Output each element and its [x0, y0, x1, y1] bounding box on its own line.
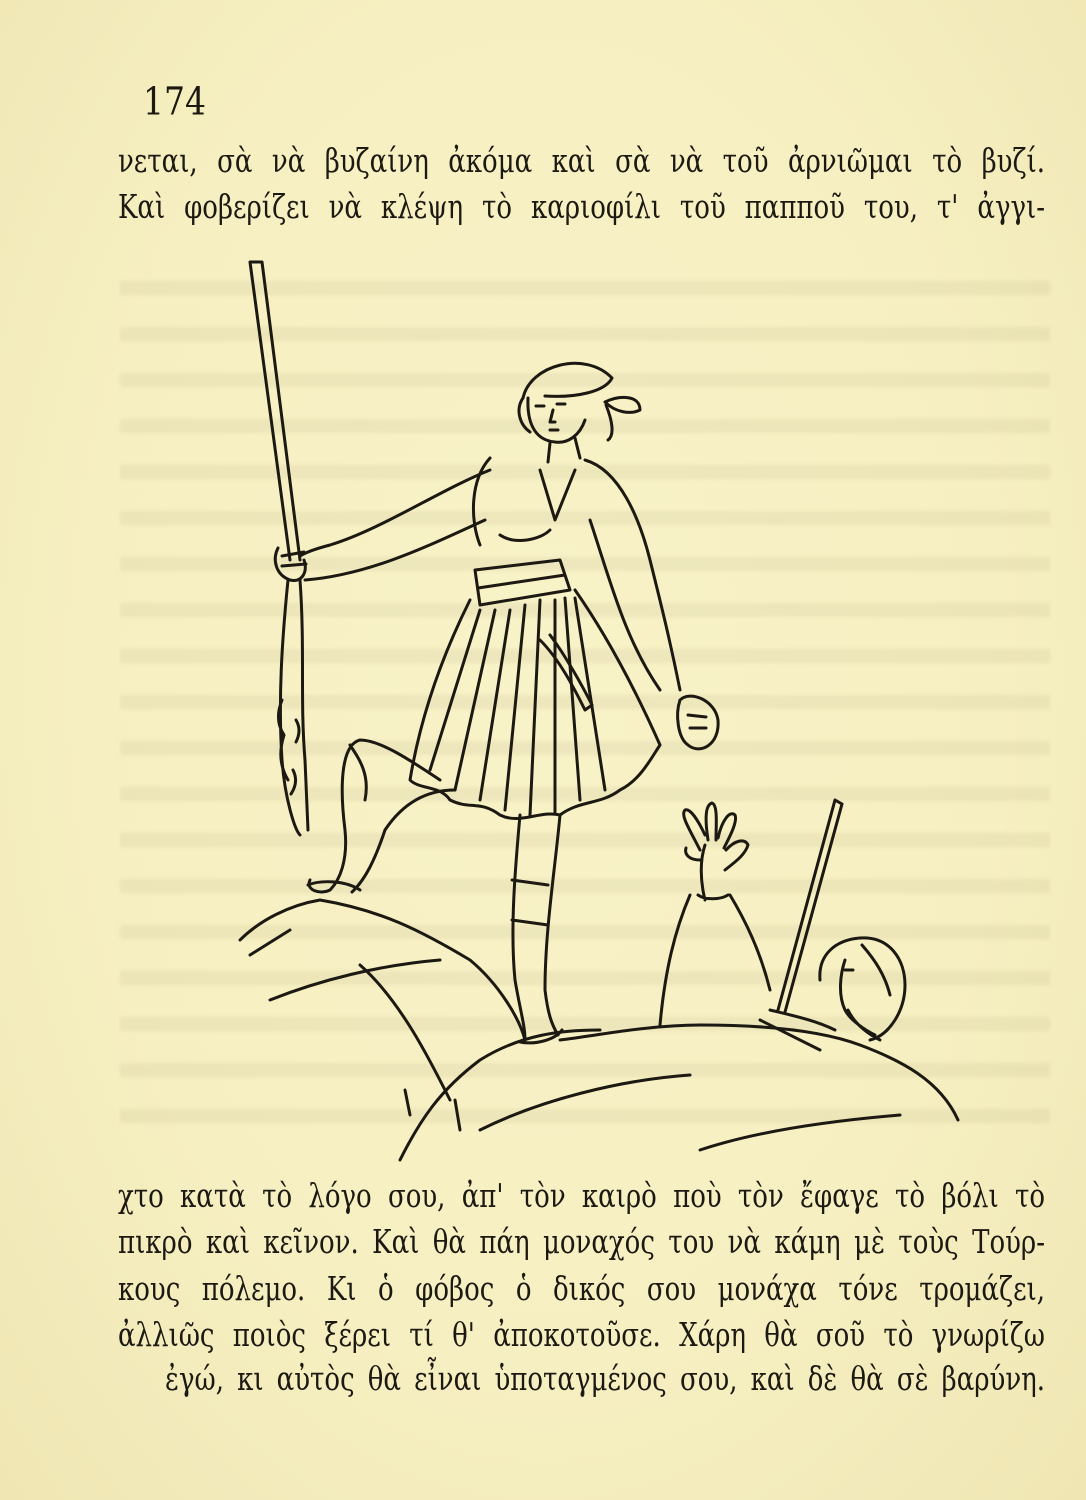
boy-face [519, 398, 585, 442]
text-line: Καὶ φοβερίζει νὰ κλέψη τὸ καριοφίλι τοῦ παπποῦ του, τ' ἀγγι- [118, 189, 1045, 227]
boy-left-sleeve [300, 470, 490, 580]
turk-raised-hand [684, 803, 748, 900]
turk-head [820, 938, 905, 1040]
boy [300, 363, 718, 1043]
boy-sash [475, 560, 570, 605]
text-line: ἀλλιῶς ποιὸς ξέρει τί θ' ἀποκοτοῦσε. Χάρη θὰ σοῦ τὸ γνωρίζω [118, 1317, 1045, 1355]
rifle-stock [278, 580, 308, 835]
boy-yataghan [540, 635, 592, 710]
rock-outline [560, 1025, 958, 1120]
text-line: πικρὸ καὶ κεῖνον. Καὶ θὰ πάη μοναχός του νὰ κάμη μὲ τοὺς Τούρ- [118, 1224, 1045, 1262]
boy-headband-knot [605, 397, 640, 440]
rock-outline [240, 900, 525, 1040]
text-line: νεται, σὰ νὰ βυζαίνη ἀκόμα καὶ σὰ νὰ τοῦ ἀρνιῶμαι τὸ βυζί. [118, 143, 1045, 181]
boy-fist [678, 696, 719, 749]
page-number: 174 [143, 79, 206, 124]
boy-jacket [473, 458, 680, 690]
fallen-turk [660, 800, 905, 1050]
text-line: ἐγώ, κι αὐτὸς θὰ εἶναι ὑποταγμένος σου, καὶ δὲ θὰ σὲ βαρύνη. [165, 1361, 1045, 1399]
turk-sleeve [660, 895, 770, 1025]
turk-stick [778, 800, 842, 1012]
rifle [250, 262, 308, 835]
rock-outline [400, 1030, 900, 1160]
rock-outline [250, 930, 460, 1130]
text-line: χτο κατὰ τὸ λόγο σου, ἀπ' τὸν καιρὸ ποὺ τὸν ἔφαγε τὸ βόλι τὸ [118, 1178, 1045, 1216]
boy-hand [275, 548, 306, 580]
boy-fustanella [410, 590, 660, 819]
rifle-barrel [250, 262, 300, 560]
boy-headcloth [523, 363, 612, 398]
boy-right-leg [512, 815, 562, 1043]
text-line: κους πόλεμο. Κι ὁ φόβος ὁ δικός σου μονάχα τόνε τρομάζει, [118, 1271, 1045, 1309]
